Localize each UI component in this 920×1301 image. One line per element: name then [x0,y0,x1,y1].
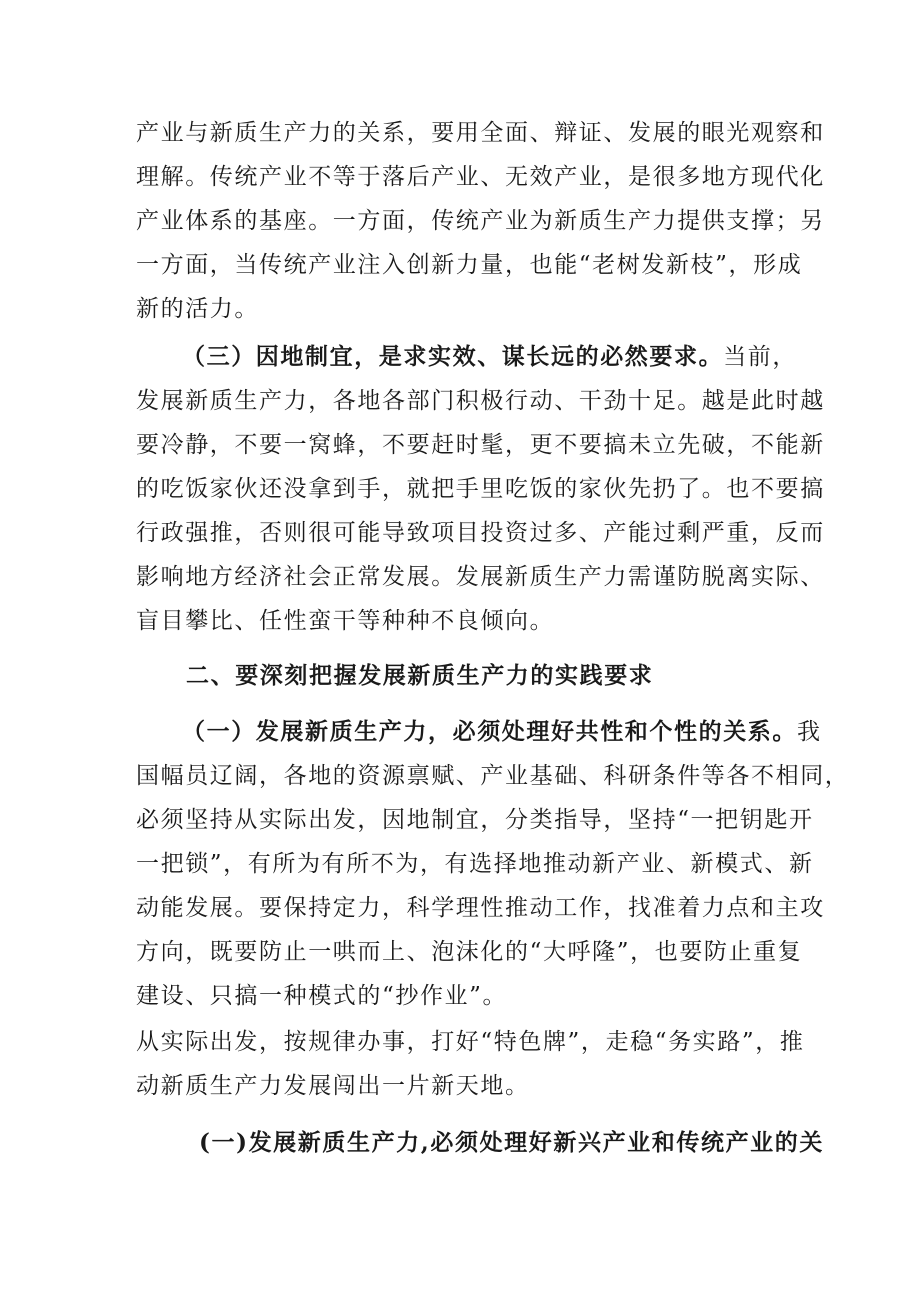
text-line: 新的活力。 [136,296,259,322]
text-line: 产业与新质生产力的关系，要用全面、辩证、发展的眼光观察和 [136,120,825,146]
subheading: （三）因地制宜，是求实效、谋长远的必然要求。 [182,343,724,370]
text-line: 一把锁”，有所为有所不为，有选择地推动新产业、新模式、新 [136,851,814,877]
text-line: 必须坚持从实际出发，因地制宜，分类指导，坚持“一把钥匙开 [136,807,814,833]
text-line: 动新质生产力发展闯出一片新天地。 [136,1073,530,1099]
subheading: （一）发展新质生产力，必须处理好共性和个性的关系。 [182,718,797,745]
text-fragment: 当前， [723,344,798,370]
paragraph-first-line [136,339,798,375]
paragraph-4 [136,1024,805,1104]
paragraph-2 [136,339,825,639]
text-line: 要冷静，不要一窝蜂，不要赶时髦，更不要搞未立先破，不能新 [136,432,825,458]
text-line: 理解。传统产业不等于落后产业、无效产业，是很多地方现代化 [136,164,825,190]
text-fragment: 我 [797,719,822,745]
text-line: 产业体系的基座。一方面，传统产业为新质生产力提供支撑；另 [136,208,825,234]
text-line: 从实际出发，按规律办事，打好“特色牌”，走稳“务实路”，推 [136,1029,805,1055]
text-line: 影响地方经济社会正常发展。发展新质生产力需谨防脱离实际、 [136,564,825,590]
text-line: 一方面，当传统产业注入创新力量，也能“老树发新枝”，形成 [136,252,803,278]
paragraph-3 [136,714,850,1014]
text-line: 建设、只搞一种模式的“抄作业”。 [136,983,508,1009]
text-line: 方向，既要防止一哄而上、泡沫化的“大呼隆”，也要防止重复 [136,939,803,965]
text-line: 行政强推，否则很可能导致项目投资过多、产能过剩严重，反而 [136,520,825,546]
text-line: 的吃饭家伙还没拿到手，就把手里吃饭的家伙先扔了。也不要搞 [136,476,825,502]
text-line: 国幅员辽阔，各地的资源禀赋、产业基础、科研条件等各不相同， [136,763,850,789]
paragraph-1 [136,115,825,327]
text-line: 盲目攀比、任性蛮干等种种不良倾向。 [136,608,555,634]
paragraph-first-line [136,714,822,750]
paragraph-5 [136,1125,824,1161]
subheading: (一)发展新质生产力,必须处理好新兴产业和传统产业的关 [199,1129,824,1156]
section-heading-block [136,658,791,694]
section-heading: 二、要深刻把握发展新质生产力的实践要求 [186,662,654,689]
text-line: 发展新质生产力，各地各部门积极行动、干劲十足。越是此时越 [136,388,825,414]
text-line: 动能发展。要保持定力，科学理性推动工作，找准着力点和主攻 [136,895,825,921]
